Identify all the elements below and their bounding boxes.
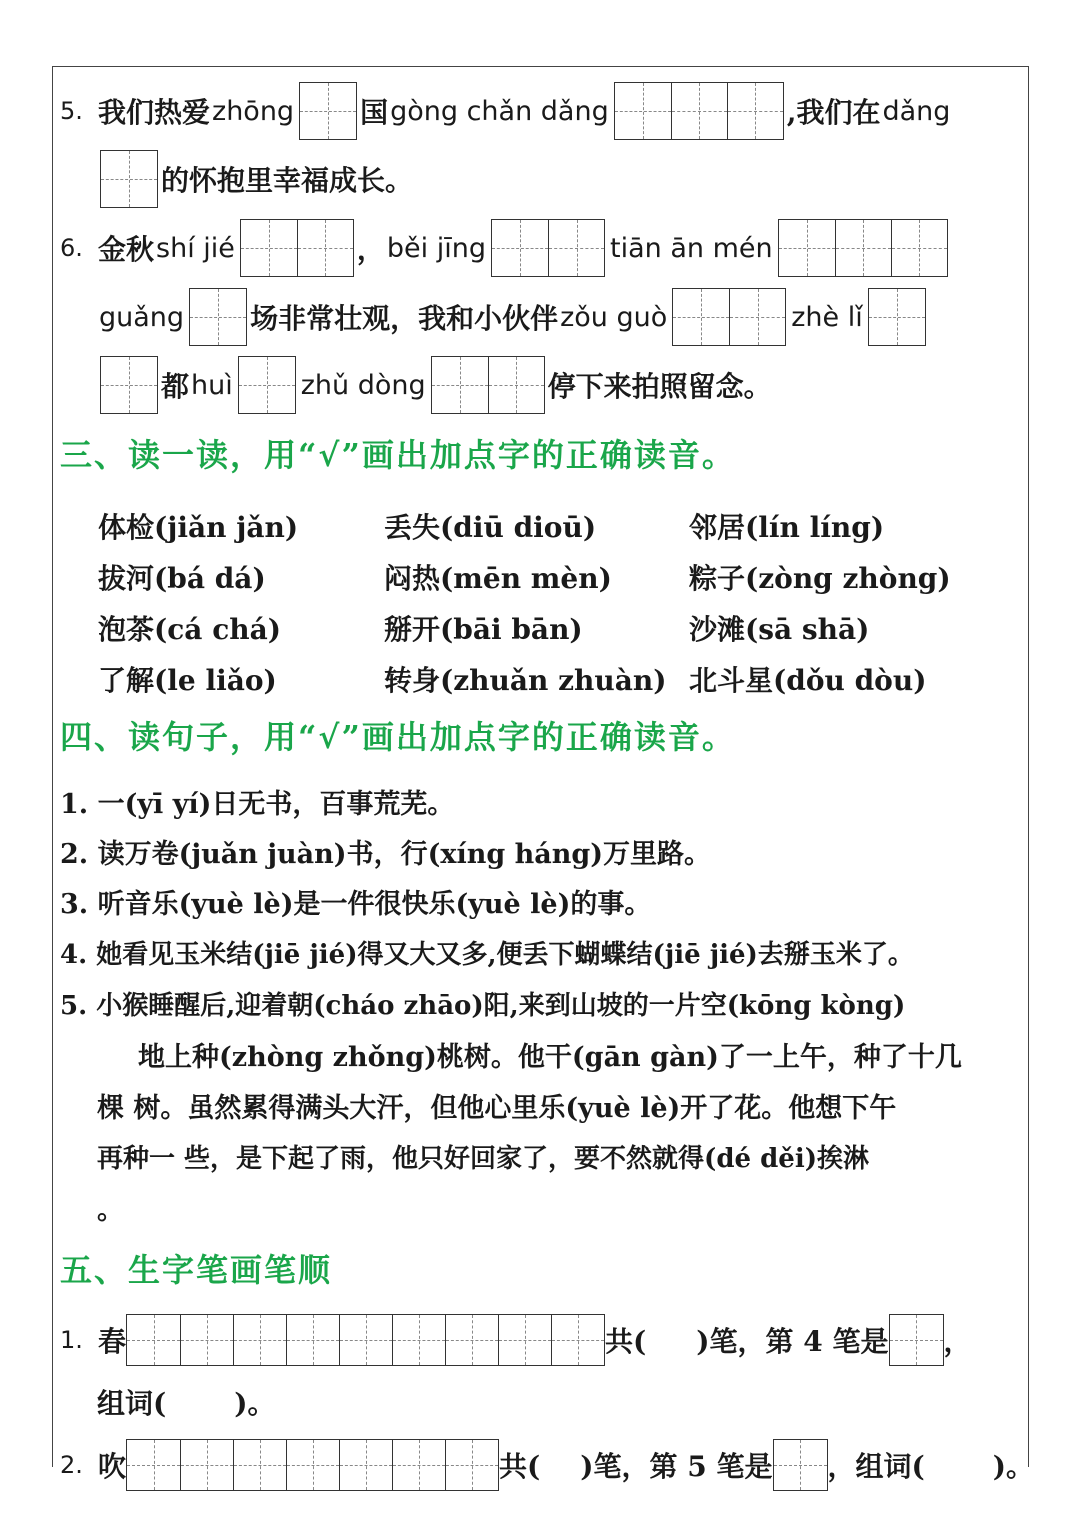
sentence-5-line1[interactable]: 5. 小猴睡醒后,迎着朝(cháo zhāo)阳,来到山坡的一片空(kōng kòng) — [60, 990, 906, 1021]
reading-item[interactable]: 闷热(mēn mèn) — [384, 561, 612, 595]
grid-row — [98, 551, 978, 602]
row-2-word-label: ，组词( — [827, 1450, 925, 1483]
sentence-4[interactable]: 4. 她看见玉米结(jiē jié)得又大又多,便丢下蝴蝶结(jiē jié)去掰玉米了。 — [60, 939, 914, 970]
sentence-3[interactable]: 3. 听音乐(yuè lè)是一件很快乐(yuè lè)的事。 — [60, 888, 652, 920]
q6-pinyin-4: guǎng — [99, 301, 185, 333]
sentence-5-line3[interactable]: 棵 树。虽然累得满头大汗，但他心里乐(yuè lè)开了花。他想下午 — [97, 1092, 897, 1124]
q6-line2 — [97, 282, 929, 352]
answer-box[interactable] — [240, 219, 354, 277]
q5-text-a: 我们热爱 — [98, 96, 211, 129]
reading-item[interactable]: 掰开(bāi bān) — [384, 612, 583, 646]
q6-line1 — [60, 213, 951, 283]
row-1-word-label: 组词( — [97, 1387, 167, 1420]
section-3-title: 三、读一读，用“√”画出加点字的正确读音。 — [60, 436, 736, 474]
row-1-count-open: 共( — [605, 1325, 647, 1358]
grid-row — [98, 653, 978, 704]
answer-box[interactable] — [778, 219, 948, 277]
stroke-order-boxes[interactable] — [126, 1314, 605, 1366]
sentence-2[interactable]: 2. 读万卷(juǎn juàn)书，行(xíng háng)万里路。 — [60, 838, 712, 870]
sentence-5-line4[interactable]: 再种一 些，是下起了雨，他只好回家了，要不然就得(dé děi)挨淋 — [97, 1143, 870, 1174]
reading-item[interactable]: 体检(jiǎn jǎn) — [98, 510, 299, 544]
row-2-char: 吹 — [98, 1450, 127, 1483]
sentence-5-line2[interactable]: 地上种(zhòng zhǒng)桃树。他干(gān gàn)了一上午，种了十几 — [138, 1041, 962, 1073]
sentence-1[interactable]: 1. 一(yī yí)日无书，百事荒芜。 — [60, 788, 455, 820]
stroke-row-1 — [60, 1310, 972, 1370]
q6-line3 — [97, 350, 772, 420]
grid-row — [98, 500, 978, 551]
section-3-grid — [98, 500, 978, 704]
answer-box[interactable] — [491, 219, 605, 277]
sentence-5-line5: 。 — [97, 1194, 124, 1226]
reading-item[interactable]: 丢失(diū dioū) — [384, 510, 597, 544]
reading-item[interactable]: 邻居(lín líng) — [689, 510, 885, 544]
answer-box[interactable] — [773, 1439, 828, 1491]
reading-item[interactable]: 北斗星(dǒu dòu) — [689, 663, 927, 697]
row-2-count-close: )笔，第 5 笔是 — [580, 1450, 773, 1483]
q6-text-b: ， — [356, 233, 385, 266]
q6-pinyin-7: huì — [191, 369, 233, 401]
row-1-number: 1. — [60, 1326, 83, 1354]
q6-pinyin-1: shí jié — [156, 232, 235, 264]
q6-pinyin-5: zǒu guò — [560, 301, 668, 333]
row-2-number: 2. — [60, 1451, 83, 1479]
q6-pinyin-8: zhǔ dòng — [300, 369, 426, 401]
reading-item[interactable]: 转身(zhuǎn zhuàn) — [384, 663, 667, 697]
answer-box[interactable] — [889, 1314, 944, 1366]
q5-pinyin-1: zhōng — [212, 95, 295, 127]
answer-box[interactable] — [189, 288, 247, 346]
section-5-title: 五、生字笔画笔顺 — [60, 1251, 333, 1289]
grid-row — [98, 602, 978, 653]
q5-pinyin-2: gòng chǎn dǎng — [390, 95, 609, 127]
q6-text-d: 都 — [161, 370, 190, 403]
q6-pinyin-2: běi jīng — [386, 232, 487, 264]
answer-box[interactable] — [299, 82, 357, 140]
q5-text-c: ,我们在 — [786, 96, 881, 129]
row-2-count-open: 共( — [499, 1450, 541, 1483]
q5-pinyin-3: dǎng — [882, 95, 951, 127]
reading-item[interactable]: 粽子(zòng zhòng) — [689, 561, 951, 595]
answer-box[interactable] — [614, 82, 784, 140]
q5-text-b: 国 — [360, 96, 389, 129]
q6-pinyin-3: tiān ān mén — [610, 232, 773, 264]
q5-text-d: 的怀抱里幸福成长。 — [161, 164, 414, 197]
section-4-title: 四、读句子，用“√”画出加点字的正确读音。 — [60, 718, 736, 756]
q6-pinyin-6: zhè lǐ — [791, 301, 863, 333]
answer-box[interactable] — [100, 356, 158, 414]
answer-box[interactable] — [100, 150, 158, 208]
answer-box[interactable] — [431, 356, 545, 414]
q6-text-c: 场非常壮观，我和小伙伴 — [250, 302, 559, 335]
q6-number: 6. — [60, 234, 83, 262]
row-1-count-close: )笔，第 4 笔是 — [696, 1325, 889, 1358]
row-2-end: )。 — [992, 1450, 1034, 1483]
reading-item[interactable]: 沙滩(sā shā) — [689, 612, 870, 646]
reading-item[interactable]: 拔河(bá dá) — [98, 561, 266, 595]
q6-text-e: 停下来拍照留念。 — [547, 370, 772, 403]
q5-number: 5. — [60, 97, 83, 125]
q5-line1 — [60, 76, 952, 146]
q6-text-a: 金秋 — [98, 233, 155, 266]
stroke-row-1-word — [97, 1372, 276, 1432]
reading-item[interactable]: 泡茶(cá chá) — [98, 612, 281, 646]
stroke-row-2 — [60, 1435, 1034, 1495]
reading-item[interactable]: 了解(le liǎo) — [98, 663, 277, 697]
stroke-order-boxes[interactable] — [126, 1439, 499, 1491]
answer-box[interactable] — [238, 356, 296, 414]
answer-box[interactable] — [868, 288, 926, 346]
row-1-word-end: )。 — [234, 1387, 276, 1420]
row-1-char: 春 — [98, 1325, 127, 1358]
q5-line2 — [97, 144, 413, 214]
row-1-comma: ， — [943, 1325, 972, 1358]
answer-box[interactable] — [672, 288, 786, 346]
